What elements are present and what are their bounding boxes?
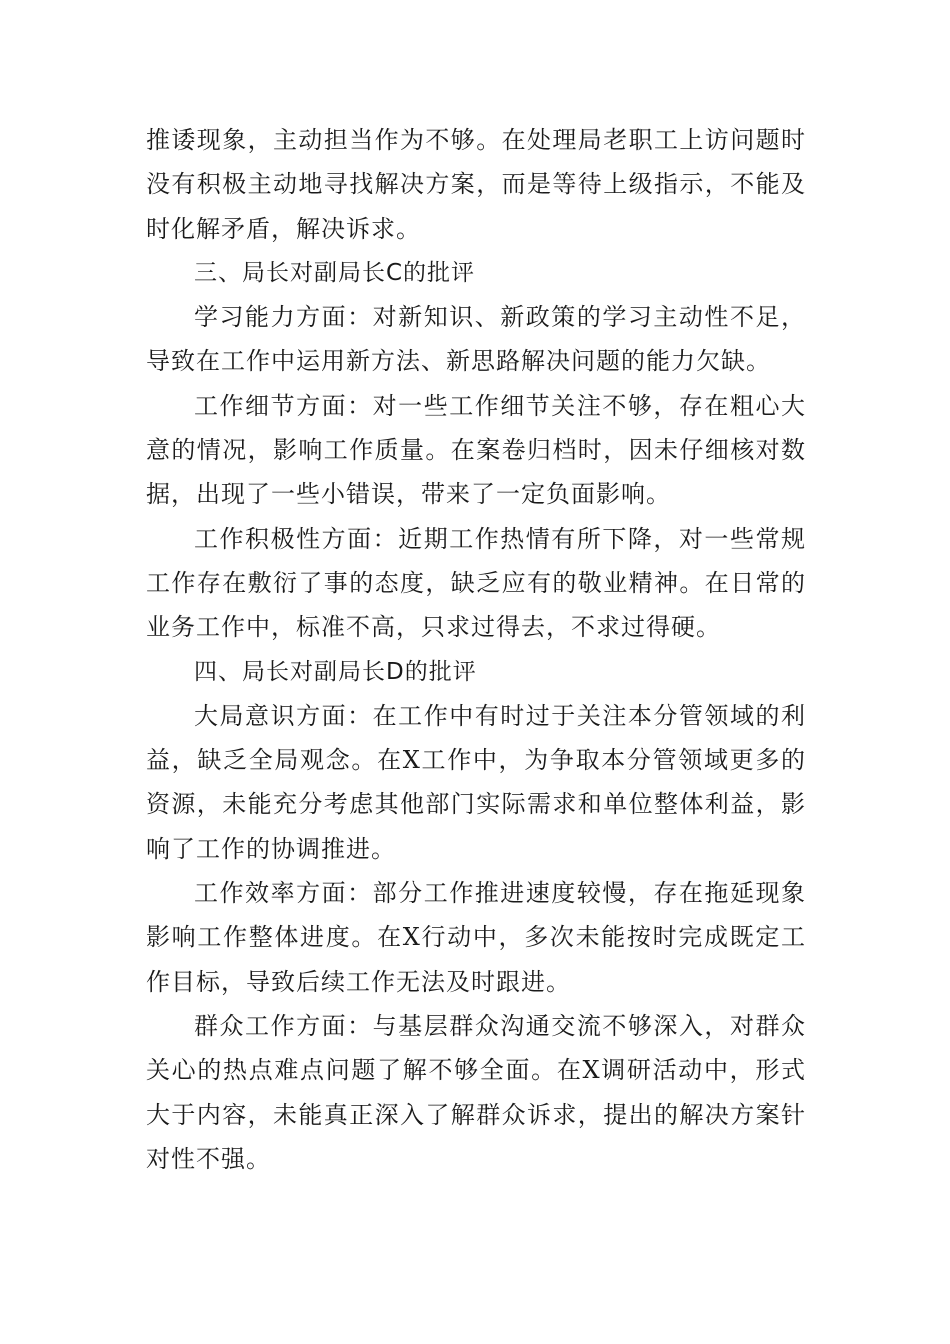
document-page	[146, 118, 806, 1181]
section-heading-4: 四、局长对副局长D的批评	[194, 658, 477, 685]
paragraph-work-efficiency: 工作效率方面：部分工作推进速度较慢，存在拖延现象影响工作整体进度。在X行动中，多次未能按时完成既定工作目标，导致后续工作无法及时跟进。	[146, 879, 806, 996]
paragraph-learning-ability: 学习能力方面：对新知识、新政策的学习主动性不足，导致在工作中运用新方法、新思路解决问题的能力欠缺。	[146, 303, 806, 376]
paragraph-overall-awareness: 大局意识方面：在工作中有时过于关注本分管领域的利益，缺乏全局观念。在X工作中，为争取本分管领域更多的资源，未能充分考虑其他部门实际需求和单位整体利益，影响了工作的协调推进。	[146, 701, 806, 863]
paragraph-work-enthusiasm: 工作积极性方面：近期工作热情有所下降，对一些常规工作存在敷衍了事的态度，缺乏应有的敬业精神。在日常的业务工作中，标准不高，只求过得去，不求过得硬。	[146, 524, 806, 642]
paragraph-mass-work: 群众工作方面：与基层群众沟通交流不够深入，对群众关心的热点难点问题了解不够全面。在X调研活动中，形式大于内容，未能真正深入了解群众诉求，提出的解决方案针对性不强。	[146, 1011, 806, 1173]
paragraph-work-details: 工作细节方面：对一些工作细节关注不够，存在粗心大意的情况，影响工作质量。在案卷归档时，因未仔细核对数据，出现了一些小错误，带来了一定负面影响。	[146, 391, 806, 509]
paragraph-continuation: 推诿现象，主动担当作为不够。在处理局老职工上访问题时没有积极主动地寻找解决方案，而是等待上级指示，不能及时化解矛盾，解决诉求。	[146, 126, 806, 243]
section-heading-3: 三、局长对副局长C的批评	[194, 259, 476, 286]
